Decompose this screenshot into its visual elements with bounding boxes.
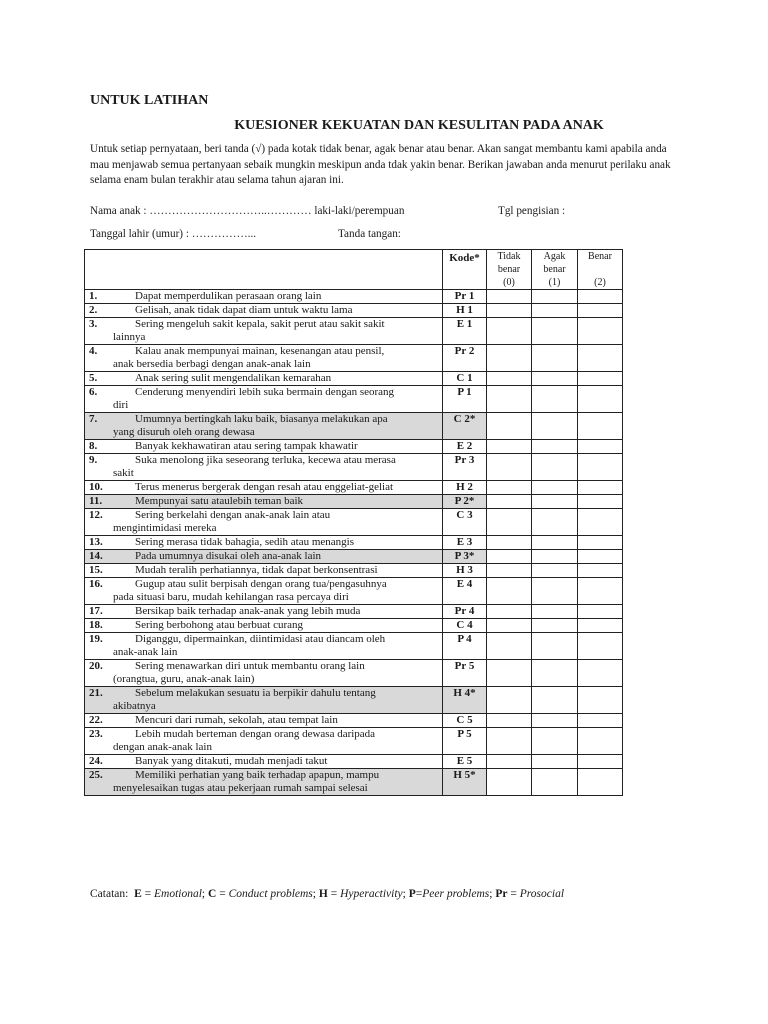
question-number: 14.: [89, 550, 103, 562]
question-statement: Cenderung menyendiri lebih suka bermain dengan seorang: [135, 386, 395, 398]
answer-tidak-benar[interactable]: [487, 290, 532, 304]
answer-agak-benar[interactable]: [532, 550, 578, 564]
question-number: 9.: [89, 454, 98, 466]
question-statement: Dapat memperdulikan perasaan orang lain: [135, 290, 322, 302]
table-row: [85, 495, 623, 509]
table-row: [85, 304, 623, 318]
question-statement-continued: anak bersedia berbagi dengan anak-anak lain: [113, 358, 311, 370]
question-number: 5.: [89, 372, 98, 384]
answer-agak-benar[interactable]: [532, 714, 578, 728]
question-code: P 4: [443, 633, 487, 660]
question-code: H 3: [443, 564, 487, 578]
question-statement: Banyak yang ditakuti, mudah menjadi takut: [135, 755, 328, 767]
question-number: 15.: [89, 564, 103, 576]
table-row: [85, 440, 623, 454]
question-number: 7.: [89, 413, 98, 425]
table-row: [85, 564, 623, 578]
question-code: Pr 5: [443, 660, 487, 687]
question-number: 4.: [89, 345, 98, 357]
question-text: [85, 714, 443, 728]
question-text: [85, 564, 443, 578]
footer-note: Catatan: E = Emotional; C = Conduct problems; H = Hyperactivity; P=Peer problems; Pr = Prosocial: [90, 888, 565, 900]
question-code: Pr 1: [443, 290, 487, 304]
answer-agak-benar[interactable]: [532, 536, 578, 550]
answer-benar[interactable]: [578, 481, 623, 495]
table-row: [85, 578, 623, 605]
question-text: [85, 345, 443, 372]
question-text: [85, 509, 443, 536]
table-row: [85, 386, 623, 413]
question-text: [85, 386, 443, 413]
answer-tidak-benar[interactable]: [487, 413, 532, 440]
question-statement-continued: dengan anak-anak lain: [113, 741, 212, 753]
answer-agak-benar[interactable]: [532, 728, 578, 755]
answer-agak-benar[interactable]: [532, 509, 578, 536]
answer-benar[interactable]: [578, 440, 623, 454]
question-statement: Mudah teralih perhatiannya, tidak dapat berkonsentrasi: [135, 564, 378, 576]
answer-agak-benar[interactable]: [532, 372, 578, 386]
question-code: Pr 4: [443, 605, 487, 619]
answer-tidak-benar[interactable]: [487, 372, 532, 386]
answer-benar[interactable]: [578, 550, 623, 564]
question-statement-continued: menyelesaikan tugas atau pekerjaan rumah sampai selesai: [113, 782, 368, 794]
question-statement: Mencuri dari rumah, sekolah, atau tempat lain: [135, 714, 338, 726]
question-text: [85, 290, 443, 304]
answer-tidak-benar[interactable]: [487, 536, 532, 550]
answer-tidak-benar[interactable]: [487, 687, 532, 714]
question-number: 3.: [89, 318, 98, 330]
question-code: H 1: [443, 304, 487, 318]
answer-agak-benar[interactable]: [532, 481, 578, 495]
question-statement: Sering menawarkan diri untuk membantu orang lain: [135, 660, 365, 672]
question-text: [85, 413, 443, 440]
question-text: [85, 372, 443, 386]
answer-benar[interactable]: [578, 509, 623, 536]
question-code: Pr 3: [443, 454, 487, 481]
question-text: [85, 481, 443, 495]
question-number: 21.: [89, 687, 103, 699]
answer-agak-benar[interactable]: [532, 290, 578, 304]
question-code: C 3: [443, 509, 487, 536]
answer-tidak-benar[interactable]: [487, 550, 532, 564]
question-text: [85, 728, 443, 755]
answer-agak-benar[interactable]: [532, 660, 578, 687]
question-number: 23.: [89, 728, 103, 740]
answer-benar[interactable]: [578, 633, 623, 660]
question-statement: Memiliki perhatian yang baik terhadap apapun, mampu: [135, 769, 380, 781]
table-row: [85, 536, 623, 550]
answer-benar[interactable]: [578, 454, 623, 481]
answer-tidak-benar[interactable]: [487, 769, 532, 796]
question-statement: Banyak kekhawatiran atau sering tampak khawatir: [135, 440, 358, 452]
question-code: E 4: [443, 578, 487, 605]
answer-tidak-benar[interactable]: [487, 714, 532, 728]
question-number: 25.: [89, 769, 103, 781]
answer-agak-benar[interactable]: [532, 386, 578, 413]
answer-benar[interactable]: [578, 536, 623, 550]
question-code: Pr 2: [443, 345, 487, 372]
question-statement-continued: anak-anak lain: [113, 646, 178, 658]
question-text: [85, 605, 443, 619]
answer-agak-benar[interactable]: [532, 578, 578, 605]
question-code: E 3: [443, 536, 487, 550]
question-code: C 1: [443, 372, 487, 386]
question-code: P 2*: [443, 495, 487, 509]
table-row: [85, 619, 623, 633]
table-row: [85, 413, 623, 440]
question-number: 20.: [89, 660, 103, 672]
table-row: [85, 605, 623, 619]
question-statement-continued: (orangtua, guru, anak-anak lain): [113, 673, 255, 685]
answer-benar[interactable]: [578, 495, 623, 509]
table-row: [85, 755, 623, 769]
answer-benar[interactable]: [578, 755, 623, 769]
question-text: [85, 318, 443, 345]
table-row: [85, 660, 623, 687]
answer-benar[interactable]: [578, 605, 623, 619]
answer-tidak-benar[interactable]: [487, 481, 532, 495]
question-statement: Gelisah, anak tidak dapat diam untuk waktu lama: [135, 304, 353, 316]
answer-tidak-benar[interactable]: [487, 495, 532, 509]
question-text: [85, 304, 443, 318]
birth-date-field: Tanggal lahir (umur) : ……………...: [90, 228, 257, 240]
answer-tidak-benar[interactable]: [487, 304, 532, 318]
answer-agak-benar[interactable]: [532, 619, 578, 633]
answer-agak-benar[interactable]: [532, 345, 578, 372]
table-row: [85, 290, 623, 304]
answer-benar[interactable]: [578, 687, 623, 714]
answer-benar[interactable]: [578, 304, 623, 318]
answer-agak-benar[interactable]: [532, 304, 578, 318]
answer-tidak-benar[interactable]: [487, 509, 532, 536]
question-number: 8.: [89, 440, 98, 452]
answer-benar[interactable]: [578, 619, 623, 633]
answer-tidak-benar[interactable]: [487, 454, 532, 481]
question-text: [85, 536, 443, 550]
answer-tidak-benar[interactable]: [487, 619, 532, 633]
answer-tidak-benar[interactable]: [487, 728, 532, 755]
question-code: P 5: [443, 728, 487, 755]
question-number: 2.: [89, 304, 98, 316]
question-statement-continued: yang disuruh oleh orang dewasa: [113, 426, 255, 438]
question-statement: Anak sering sulit mengendalikan kemarahan: [135, 372, 332, 384]
answer-tidak-benar[interactable]: [487, 564, 532, 578]
question-code: P 1: [443, 386, 487, 413]
question-statement: Sering mengeluh sakit kepala, sakit perut atau sakit sakit: [135, 318, 385, 330]
question-text: [85, 687, 443, 714]
question-number: 19.: [89, 633, 103, 645]
question-code: E 2: [443, 440, 487, 454]
question-text: [85, 769, 443, 796]
answer-benar[interactable]: [578, 290, 623, 304]
answer-agak-benar[interactable]: [532, 564, 578, 578]
question-number: 12.: [89, 509, 103, 521]
answer-agak-benar[interactable]: [532, 687, 578, 714]
signature-field: Tanda tangan:: [338, 228, 401, 240]
question-code: H 2: [443, 481, 487, 495]
table-row: [85, 633, 623, 660]
question-number: 13.: [89, 536, 103, 548]
answer-tidak-benar[interactable]: [487, 755, 532, 769]
answer-tidak-benar[interactable]: [487, 660, 532, 687]
question-statement: Bersikap baik terhadap anak-anak yang lebih muda: [135, 605, 361, 617]
header-kode: Kode*: [443, 250, 487, 290]
answer-agak-benar[interactable]: [532, 495, 578, 509]
answer-benar[interactable]: [578, 564, 623, 578]
table-row: [85, 372, 623, 386]
question-text: [85, 660, 443, 687]
answer-agak-benar[interactable]: [532, 454, 578, 481]
question-code: C 5: [443, 714, 487, 728]
table-row: [85, 550, 623, 564]
question-statement: Terus menerus bergerak dengan resah atau enggeliat-geliat: [135, 481, 394, 493]
question-code: H 4*: [443, 687, 487, 714]
header-tidak-benar: Tidak benar (0): [487, 250, 532, 290]
answer-agak-benar[interactable]: [532, 440, 578, 454]
question-number: 22.: [89, 714, 103, 726]
table-row: [85, 509, 623, 536]
table-row: [85, 318, 623, 345]
answer-tidak-benar[interactable]: [487, 440, 532, 454]
answer-tidak-benar[interactable]: [487, 345, 532, 372]
question-code: E 5: [443, 755, 487, 769]
header-benar: Benar (2): [578, 250, 623, 290]
answer-benar[interactable]: [578, 728, 623, 755]
question-text: [85, 440, 443, 454]
question-code: E 1: [443, 318, 487, 345]
question-number: 24.: [89, 755, 103, 767]
table-row: [85, 769, 623, 796]
answer-benar[interactable]: [578, 386, 623, 413]
question-text: [85, 619, 443, 633]
question-code: C 4: [443, 619, 487, 633]
table-row: [85, 454, 623, 481]
header-blank: [85, 250, 443, 290]
question-code: P 3*: [443, 550, 487, 564]
answer-agak-benar[interactable]: [532, 769, 578, 796]
answer-benar[interactable]: [578, 318, 623, 345]
question-code: H 5*: [443, 769, 487, 796]
fill-date-field: Tgl pengisian :: [498, 205, 566, 217]
questionnaire-table: [84, 249, 623, 796]
answer-tidak-benar[interactable]: [487, 386, 532, 413]
answer-tidak-benar[interactable]: [487, 633, 532, 660]
table-row: [85, 687, 623, 714]
answer-tidak-benar[interactable]: [487, 605, 532, 619]
answer-benar[interactable]: [578, 345, 623, 372]
question-statement-continued: mengintimidasi mereka: [113, 522, 217, 534]
answer-tidak-benar[interactable]: [487, 318, 532, 345]
question-text: [85, 578, 443, 605]
question-number: 11.: [89, 495, 103, 507]
question-statement-continued: pada situasi baru, mudah kehilangan rasa percaya diri: [113, 591, 349, 603]
header-agak-benar: Agak benar (1): [532, 250, 578, 290]
table-row: [85, 481, 623, 495]
answer-benar[interactable]: [578, 660, 623, 687]
questionnaire-title: KUESIONER KEKUATAN DAN KESULITAN PADA ANAK: [234, 118, 604, 133]
answer-benar[interactable]: [578, 714, 623, 728]
question-statement-continued: akibatnya: [113, 700, 156, 712]
question-statement: Umumnya bertingkah laku baik, biasanya melakukan apa: [135, 413, 388, 425]
answer-benar[interactable]: [578, 372, 623, 386]
question-statement: Sering merasa tidak bahagia, sedih atau menangis: [135, 536, 355, 548]
question-statement-continued: lainnya: [113, 331, 146, 343]
question-text: [85, 633, 443, 660]
answer-agak-benar[interactable]: [532, 755, 578, 769]
table-row: [85, 714, 623, 728]
page-heading: UNTUK LATIHAN: [90, 93, 209, 108]
table-row: [85, 728, 623, 755]
question-number: 16.: [89, 578, 103, 590]
question-number: 6.: [89, 386, 98, 398]
answer-agak-benar[interactable]: [532, 413, 578, 440]
question-number: 18.: [89, 619, 103, 631]
question-statement: Pada umumnya disukai oleh ana-anak lain: [135, 550, 322, 562]
question-text: [85, 495, 443, 509]
question-statement-continued: diri: [113, 399, 129, 411]
question-statement: Kalau anak mempunyai mainan, kesenangan atau pensil,: [135, 345, 385, 357]
child-name-field: Nama anak : …………………………..………… laki-laki/perempuan: [90, 205, 405, 217]
question-number: 1.: [89, 290, 98, 302]
answer-tidak-benar[interactable]: [487, 578, 532, 605]
question-statement: Sering berbohong atau berbuat curang: [135, 619, 303, 631]
question-statement: Lebih mudah berteman dengan orang dewasa daripada: [135, 728, 376, 740]
answer-agak-benar[interactable]: [532, 605, 578, 619]
answer-agak-benar[interactable]: [532, 318, 578, 345]
question-statement: Diganggu, dipermainkan, diintimidasi atau diancam oleh: [135, 633, 386, 645]
instructions-paragraph: Untuk setiap pernyataan, beri tanda (√) pada kotak tidak benar, agak benar atau benar. Akan sangat membantu kami apabila anda mau menjawab semua pertanyaan sebaik mungkin meskipun anda tdak yakin benar. Berikan jawaban anda menurut perilaku anak selama enam bulan terakhir atau selama tahun ajaran ini.: [90, 143, 671, 186]
question-statement: Gugup atau sulit berpisah dengan orang tua/pengasuhnya: [135, 578, 387, 590]
answer-benar[interactable]: [578, 413, 623, 440]
question-statement-continued: sakit: [113, 467, 134, 479]
question-statement: Suka menolong jika seseorang terluka, kecewa atau merasa: [135, 454, 396, 466]
answer-benar[interactable]: [578, 578, 623, 605]
answer-agak-benar[interactable]: [532, 633, 578, 660]
question-statement: Sering berkelahi dengan anak-anak lain atau: [135, 509, 331, 521]
question-text: [85, 755, 443, 769]
question-number: 10.: [89, 481, 103, 493]
questionnaire-body: [85, 290, 623, 796]
question-number: 17.: [89, 605, 103, 617]
question-statement: Sebelum melakukan sesuatu ia berpikir dahulu tentang: [135, 687, 376, 699]
question-text: [85, 454, 443, 481]
question-code: C 2*: [443, 413, 487, 440]
answer-benar[interactable]: [578, 769, 623, 796]
table-row: [85, 345, 623, 372]
question-statement: Mempunyai satu ataulebih teman baik: [135, 495, 304, 507]
question-text: [85, 550, 443, 564]
